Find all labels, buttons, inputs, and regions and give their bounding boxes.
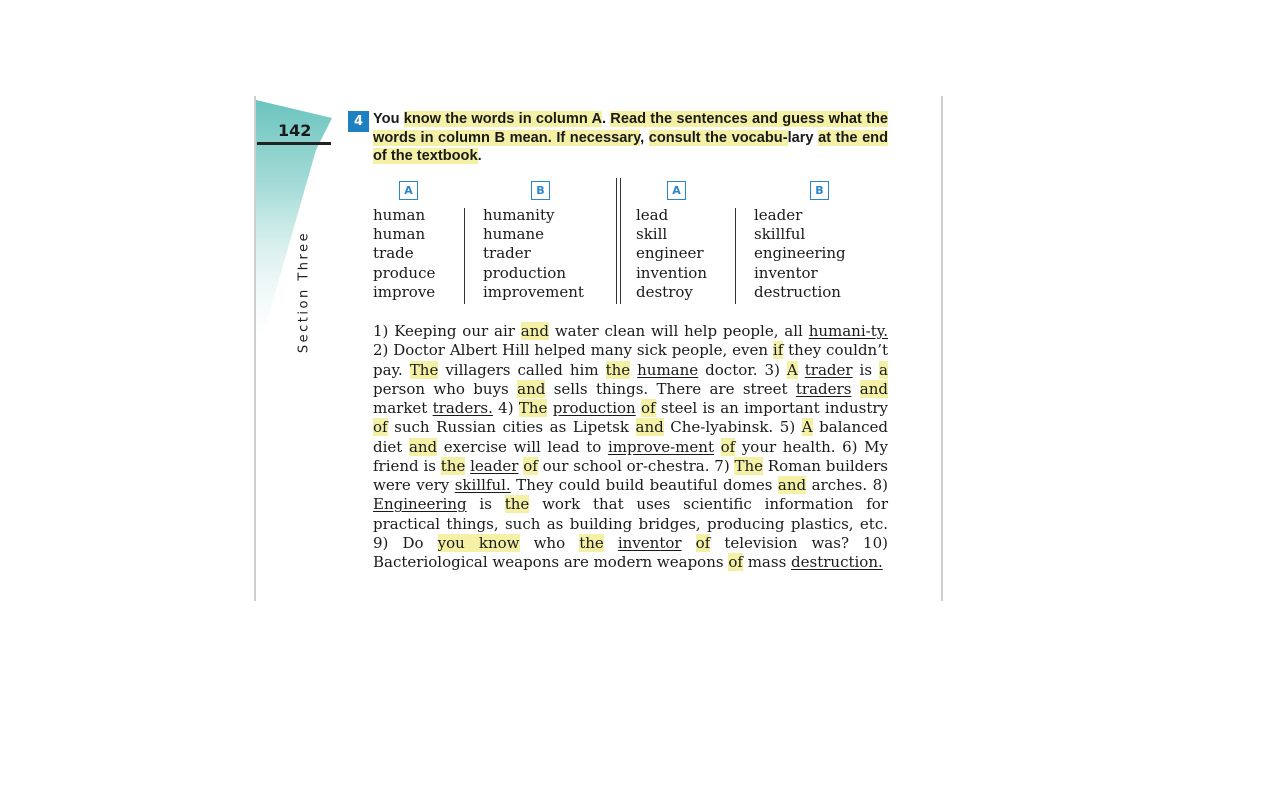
sentence-text: our school or-chestra. 7) — [537, 456, 735, 475]
word-cell: improvement — [483, 282, 584, 301]
sentence-text: person who buys — [373, 379, 518, 398]
highlighted-word: of — [641, 399, 656, 417]
sentence-text: water clean will help people, all — [548, 322, 809, 340]
target-word: leader — [470, 456, 519, 475]
target-word: humane — [637, 360, 699, 379]
table-divider-left — [616, 178, 617, 304]
sentence-text: is — [466, 495, 505, 514]
highlighted-word: of — [523, 456, 538, 475]
sentence-text — [604, 534, 618, 552]
instruction-highlight: at the end of the textbook — [373, 129, 889, 164]
textbook-page — [254, 96, 944, 601]
sentence-text — [714, 438, 721, 456]
highlighted-word: of — [695, 533, 711, 552]
word-cell: production — [483, 263, 566, 282]
sentence-text: who — [519, 533, 580, 552]
highlighted-word: The — [734, 456, 764, 475]
word-cell: inventor — [754, 263, 818, 282]
sentence-text: sells things. There are street — [545, 379, 796, 398]
instruction-highlight: know the words in column A — [403, 111, 602, 127]
column-header-b-left: B — [531, 181, 550, 200]
instruction-text: lary — [787, 129, 819, 146]
page-number: 142 — [278, 121, 312, 140]
word-cell: trade — [373, 244, 414, 263]
highlighted-word: and — [520, 322, 549, 340]
highlighted-word: A — [786, 360, 798, 379]
column-divider — [735, 208, 736, 304]
word-cell: humanity — [483, 206, 555, 224]
sentence-text: your health. 6) My friend is — [373, 437, 888, 475]
highlighted-word: a — [879, 360, 888, 379]
instruction-text: . — [477, 148, 482, 164]
word-cell: engineering — [754, 244, 846, 263]
section-tab-graphic — [256, 100, 332, 370]
highlighted-word: if — [772, 341, 784, 360]
word-cell: lead — [636, 206, 669, 224]
instruction-text: You — [373, 111, 404, 127]
target-word: production — [552, 399, 636, 417]
sentence-text: 1) Keeping our air — [373, 322, 521, 340]
word-column-b-left — [483, 206, 584, 302]
column-divider — [464, 208, 465, 304]
word-cell: humane — [483, 225, 545, 244]
target-word: destruction. — [791, 553, 883, 571]
highlighted-word: of — [373, 418, 388, 437]
highlighted-word: of — [720, 437, 736, 456]
sentence-text: 2) Doctor Albert Hill helped many sick people, even — [373, 341, 773, 360]
target-word: traders. — [432, 399, 493, 417]
highlighted-word: the — [504, 495, 530, 514]
section-label: Section Three — [296, 230, 312, 354]
word-cell: human — [373, 206, 426, 224]
target-word: trader — [804, 360, 853, 379]
column-header-b-right: B — [810, 181, 829, 200]
word-column-a-right — [636, 206, 707, 302]
word-cell: produce — [373, 263, 436, 282]
sentence-text: work that uses scientific information for practical things, such as building bridges, producing plastics, etc. 9) Do — [373, 495, 888, 552]
word-cell: invention — [636, 263, 707, 282]
highlighted-word: A — [801, 418, 813, 437]
instruction-highlight: consult the vocabu- — [648, 129, 788, 146]
highlighted-word: and — [777, 476, 807, 494]
target-word: Engineering — [373, 495, 467, 514]
target-word: humani-ty. — [808, 322, 888, 340]
sentence-text: balanced diet — [373, 418, 888, 456]
task-number-badge: 4 — [348, 111, 369, 132]
sentence-text: exercise will lead to — [437, 437, 608, 456]
sentence-text: they couldn’t pay. — [373, 341, 889, 379]
sentence-text: is — [852, 360, 880, 379]
instruction-text: . — [601, 111, 611, 127]
column-header-a-left: A — [399, 181, 418, 200]
target-word: inventor — [617, 533, 682, 552]
sentence-text: arches. 8) — [806, 476, 888, 494]
word-cell: destroy — [636, 282, 693, 301]
word-cell: leader — [754, 206, 803, 224]
word-cell: skillful — [754, 225, 806, 244]
word-cell: human — [373, 225, 426, 244]
word-cell: improve — [373, 282, 436, 301]
instruction-highlight: Read the sentences and guess what the words in column B mean. If necessary — [373, 111, 888, 146]
highlighted-word: the — [440, 456, 466, 475]
target-word: skillful. — [454, 476, 511, 494]
word-cell: trader — [483, 244, 531, 263]
sentence-text: market — [373, 399, 433, 417]
highlighted-word: The — [409, 360, 439, 379]
sentence-text: Che-lyabinsk. 5) — [663, 418, 802, 437]
page-number-rule — [257, 142, 331, 145]
highlighted-word: you know — [437, 533, 520, 552]
sentence-text: steel is an important industry — [655, 399, 888, 417]
instruction-text: , — [640, 129, 649, 146]
sentence-text — [851, 380, 859, 398]
highlighted-word: and — [408, 437, 438, 456]
word-column-a-left — [373, 206, 435, 302]
sentence-text: villagers called him — [438, 360, 606, 379]
sentence-text: such Russian cities as Lipetsk — [387, 418, 636, 437]
target-word: improve-ment — [607, 437, 714, 456]
sentence-text — [798, 361, 805, 379]
sentence-text: television was? 10) Bacteriological weapons are modern weapons — [373, 533, 889, 571]
word-cell: destruction — [754, 282, 841, 301]
word-column-b-right — [754, 206, 846, 302]
highlighted-word: the — [605, 360, 631, 379]
task-instruction — [373, 110, 888, 166]
highlighted-word: The — [518, 399, 548, 417]
highlighted-word: of — [728, 553, 743, 571]
highlighted-word: and — [517, 379, 546, 398]
highlighted-word: and — [859, 379, 888, 398]
word-cell: skill — [636, 225, 668, 244]
table-divider-right — [620, 178, 621, 304]
sentence-text — [682, 534, 696, 552]
sentence-text: Roman builders were very — [373, 456, 888, 494]
sentence-text: mass — [742, 553, 792, 571]
column-header-a-right: A — [667, 181, 686, 200]
sentence-text: 4) — [492, 399, 519, 417]
word-cell: engineer — [636, 244, 704, 263]
sentence-text: They could build beautiful domes — [510, 476, 778, 494]
highlighted-word: the — [579, 533, 604, 552]
highlighted-word: and — [635, 418, 664, 437]
sentence-text: doctor. 3) — [698, 360, 787, 379]
right-page-rule — [941, 96, 943, 601]
exercise-sentences — [373, 322, 888, 572]
target-word: traders — [795, 379, 852, 398]
